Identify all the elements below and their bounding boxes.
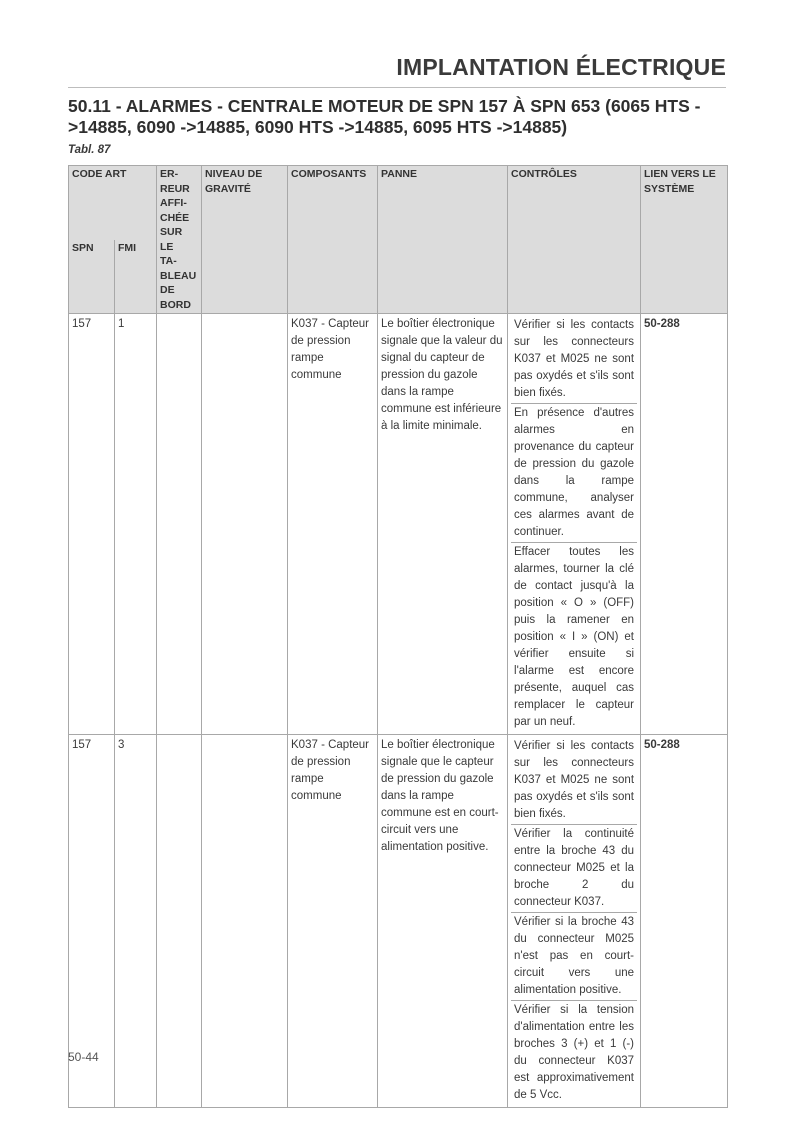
- cell-controles: [508, 735, 641, 1108]
- cell-panne: Le boîtier électronique signale que la valeur du signal du capteur de pression du gazole dans la rampe commune est inférieure à la limite minimale.: [378, 314, 508, 735]
- cell-fmi: 1: [115, 314, 157, 735]
- cell-fmi: 3: [115, 735, 157, 1108]
- cell-composants: K037 - Capteur de pression rampe commune: [288, 735, 378, 1108]
- cell-panne: Le boîtier électronique signale que le capteur de pression du gazole dans la rampe commune est en court-circuit vers une alimentation positive.: [378, 735, 508, 1108]
- header-panne: PANNE: [378, 166, 508, 314]
- header-erreur: [157, 166, 202, 314]
- control-step: Vérifier si la tension d'alimentation entre les broches 3 (+) et 1 (-) du connecteur K037 est approximativement de 5 Vcc.: [514, 1004, 635, 1101]
- header-fmi: FMI: [115, 240, 157, 314]
- header-spn: SPN: [69, 240, 115, 314]
- cell-erreur: [157, 735, 202, 1108]
- control-step: Vérifier si la broche 43 du connecteur M025 n'est pas en court-circuit vers une alimentation positive.: [511, 913, 637, 1001]
- cell-niveau: [202, 314, 288, 735]
- control-step: Vérifier la continuité entre la broche 43 du connecteur M025 et la broche 2 du connecteur K037.: [511, 825, 637, 913]
- cell-controles: [508, 314, 641, 735]
- header-controles: CONTRÔLES: [508, 166, 641, 314]
- header-lien-label: LIEN VERS LE SYSTÈME: [644, 168, 716, 195]
- cell-lien: 50-288: [641, 735, 728, 1108]
- table-row: [69, 735, 728, 1108]
- table-body: [69, 314, 728, 1108]
- header-code-art: CODE ART: [69, 166, 157, 240]
- header-lien: [641, 166, 728, 314]
- table-caption: Tabl. 87: [68, 144, 111, 156]
- cell-spn: 157: [69, 735, 115, 1108]
- control-step: Effacer toutes les alarmes, tourner la clé de contact jusqu'à la position « O » (OFF) puis la ramener en position « I » (ON) et vérifier ensuite si l'alarme est encore présente, auquel cas remplacer le capteur par un neuf.: [514, 546, 635, 728]
- control-step: Vérifier si les contacts sur les connecteurs K037 et M025 ne sont pas oxydés et s'ils sont bien fixés.: [511, 316, 637, 404]
- cell-erreur: [157, 314, 202, 735]
- table-header-row-1: [69, 166, 728, 240]
- cell-niveau: [202, 735, 288, 1108]
- table-row: [69, 314, 728, 735]
- cell-spn: 157: [69, 314, 115, 735]
- header-niveau: [202, 166, 288, 314]
- alarm-table: [68, 165, 728, 1108]
- section-title: 50.11 - ALARMES - CENTRALE MOTEUR DE SPN 157 À SPN 653 (6065 HTS ->14885, 6090 ->14885, 6090 HTS ->14885, 6095 HTS ->14885): [68, 96, 701, 137]
- cell-composants: K037 - Capteur de pression rampe commune: [288, 314, 378, 735]
- control-step: Vérifier si les contacts sur les connecteurs K037 et M025 ne sont pas oxydés et s'ils sont bien fixés.: [511, 737, 637, 825]
- control-step: En présence d'autres alarmes en provenance du capteur de pression du gazole dans la rampe commune, analyser ces alarmes avant de continuer.: [511, 404, 637, 543]
- page-number: 50-44: [68, 1050, 99, 1064]
- header-niveau-label: NIVEAU DE GRAVITÉ: [205, 168, 263, 195]
- page-header-title: IMPLANTATION ÉLECTRIQUE: [68, 54, 726, 88]
- header-composants: COMPOSANTS: [288, 166, 378, 314]
- header-erreur-label: ER- REUR AFFI- CHÉE SUR LE TA- BLEAU DE BORD: [160, 168, 197, 311]
- cell-lien: 50-288: [641, 314, 728, 735]
